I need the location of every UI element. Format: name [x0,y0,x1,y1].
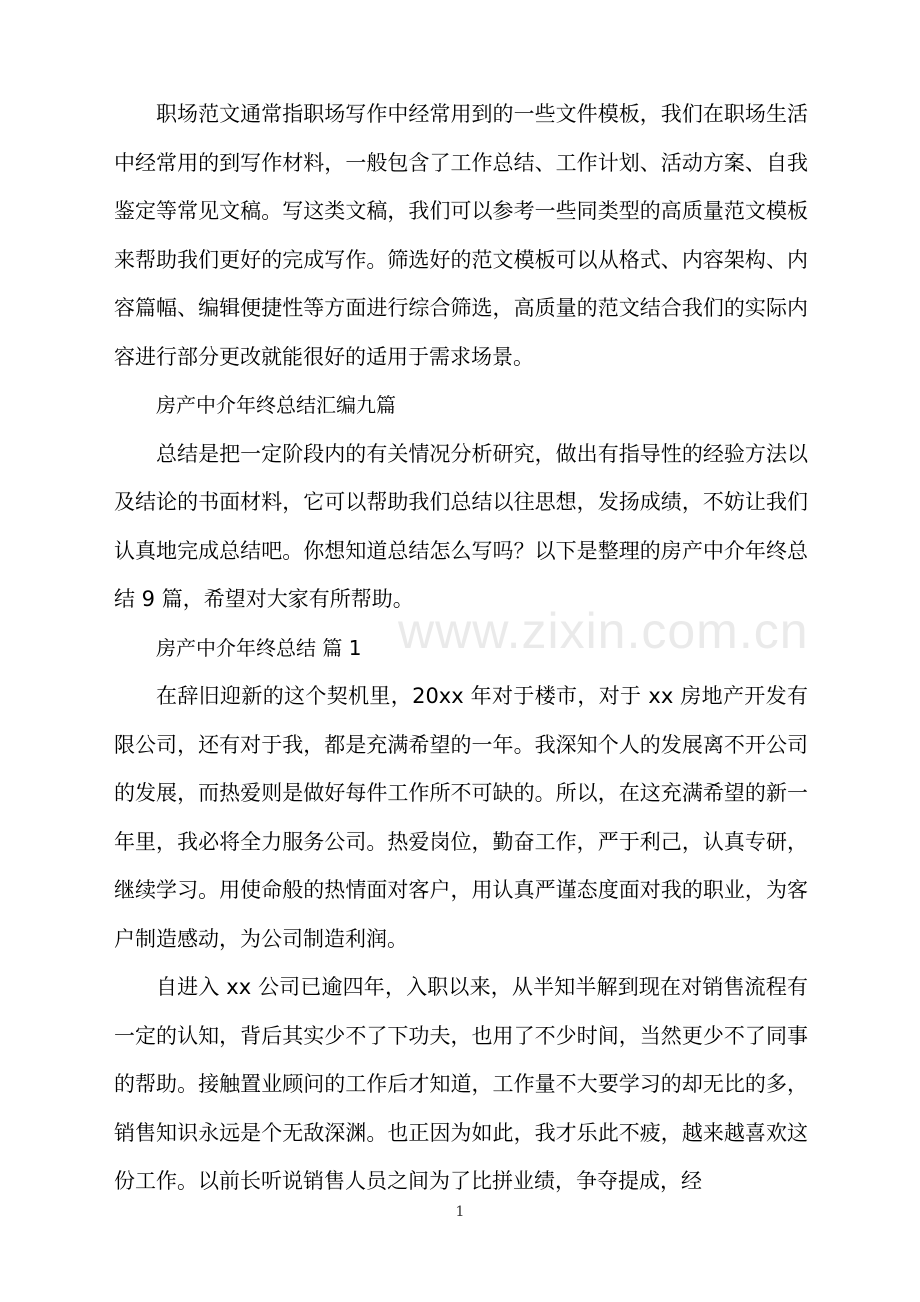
page-number: 1 [455,1204,465,1220]
section-1-paragraph-2: 自进入 xx 公司已逾四年，入职以来，从半知半解到现在对销售流程有一定的认知，背后其实少不了下功夫，也用了不少时间，当然更少不了同事的帮助。接触置业顾问的工作后才知道，工作量不大要学习的却无比的多，销售知识永远是个无敌深渊。也正因为如此，我才乐此不疲，越来越喜欢这份工作。以前长听说销售人员之间为了比拼业绩，争夺提成，经 [114,975,808,1193]
section-1-paragraph-1: 在辞旧迎新的这个契机里，20xx 年对于楼市，对于 xx 房地产开发有限公司，还有对于我，都是充满希望的一年。我深知个人的发展离不开公司的发展，而热爱则是做好每件工作所不可缺的。所以，在这充满希望的新一年里，我必将全力服务公司。热爱岗位，勤奋工作，严于利己，认真专研，继续学习。用使命般的热情面对客户，用认真严谨态度面对我的职业，为客户制造感动，为公司制造利润。 [114,684,808,951]
section-heading-1: 房产中介年终总结 篇 1 [156,635,362,660]
summary-paragraph: 总结是把一定阶段内的有关情况分析研究，做出有指导性的经验方法以及结论的书面材料，它可以帮助我们总结以往思想，发扬成绩，不妨让我们认真地完成总结吧。你想知道总结怎么写吗？以下是整理的房产中介年终总结 9 篇，希望对大家有所帮助。 [114,441,808,611]
watermark: www.zixin.com.cn [398,603,809,659]
document-title: 房产中介年终总结汇编九篇 [156,393,396,417]
document-body [114,90,808,1206]
intro-paragraph: 职场范文通常指职场写作中经常用到的一些文件模板，我们在职场生活中经常用的到写作材料，一般包含了工作总结、工作计划、活动方案、自我鉴定等常见文稿。写这类文稿，我们可以参考一些同类型的高质量范文模板来帮助我们更好的完成写作。筛选好的范文模板可以从格式、内容架构、内容篇幅、编辑便捷性等方面进行综合筛选，高质量的范文结合我们的实际内容进行部分更改就能很好的适用于需求场景。 [114,102,808,369]
